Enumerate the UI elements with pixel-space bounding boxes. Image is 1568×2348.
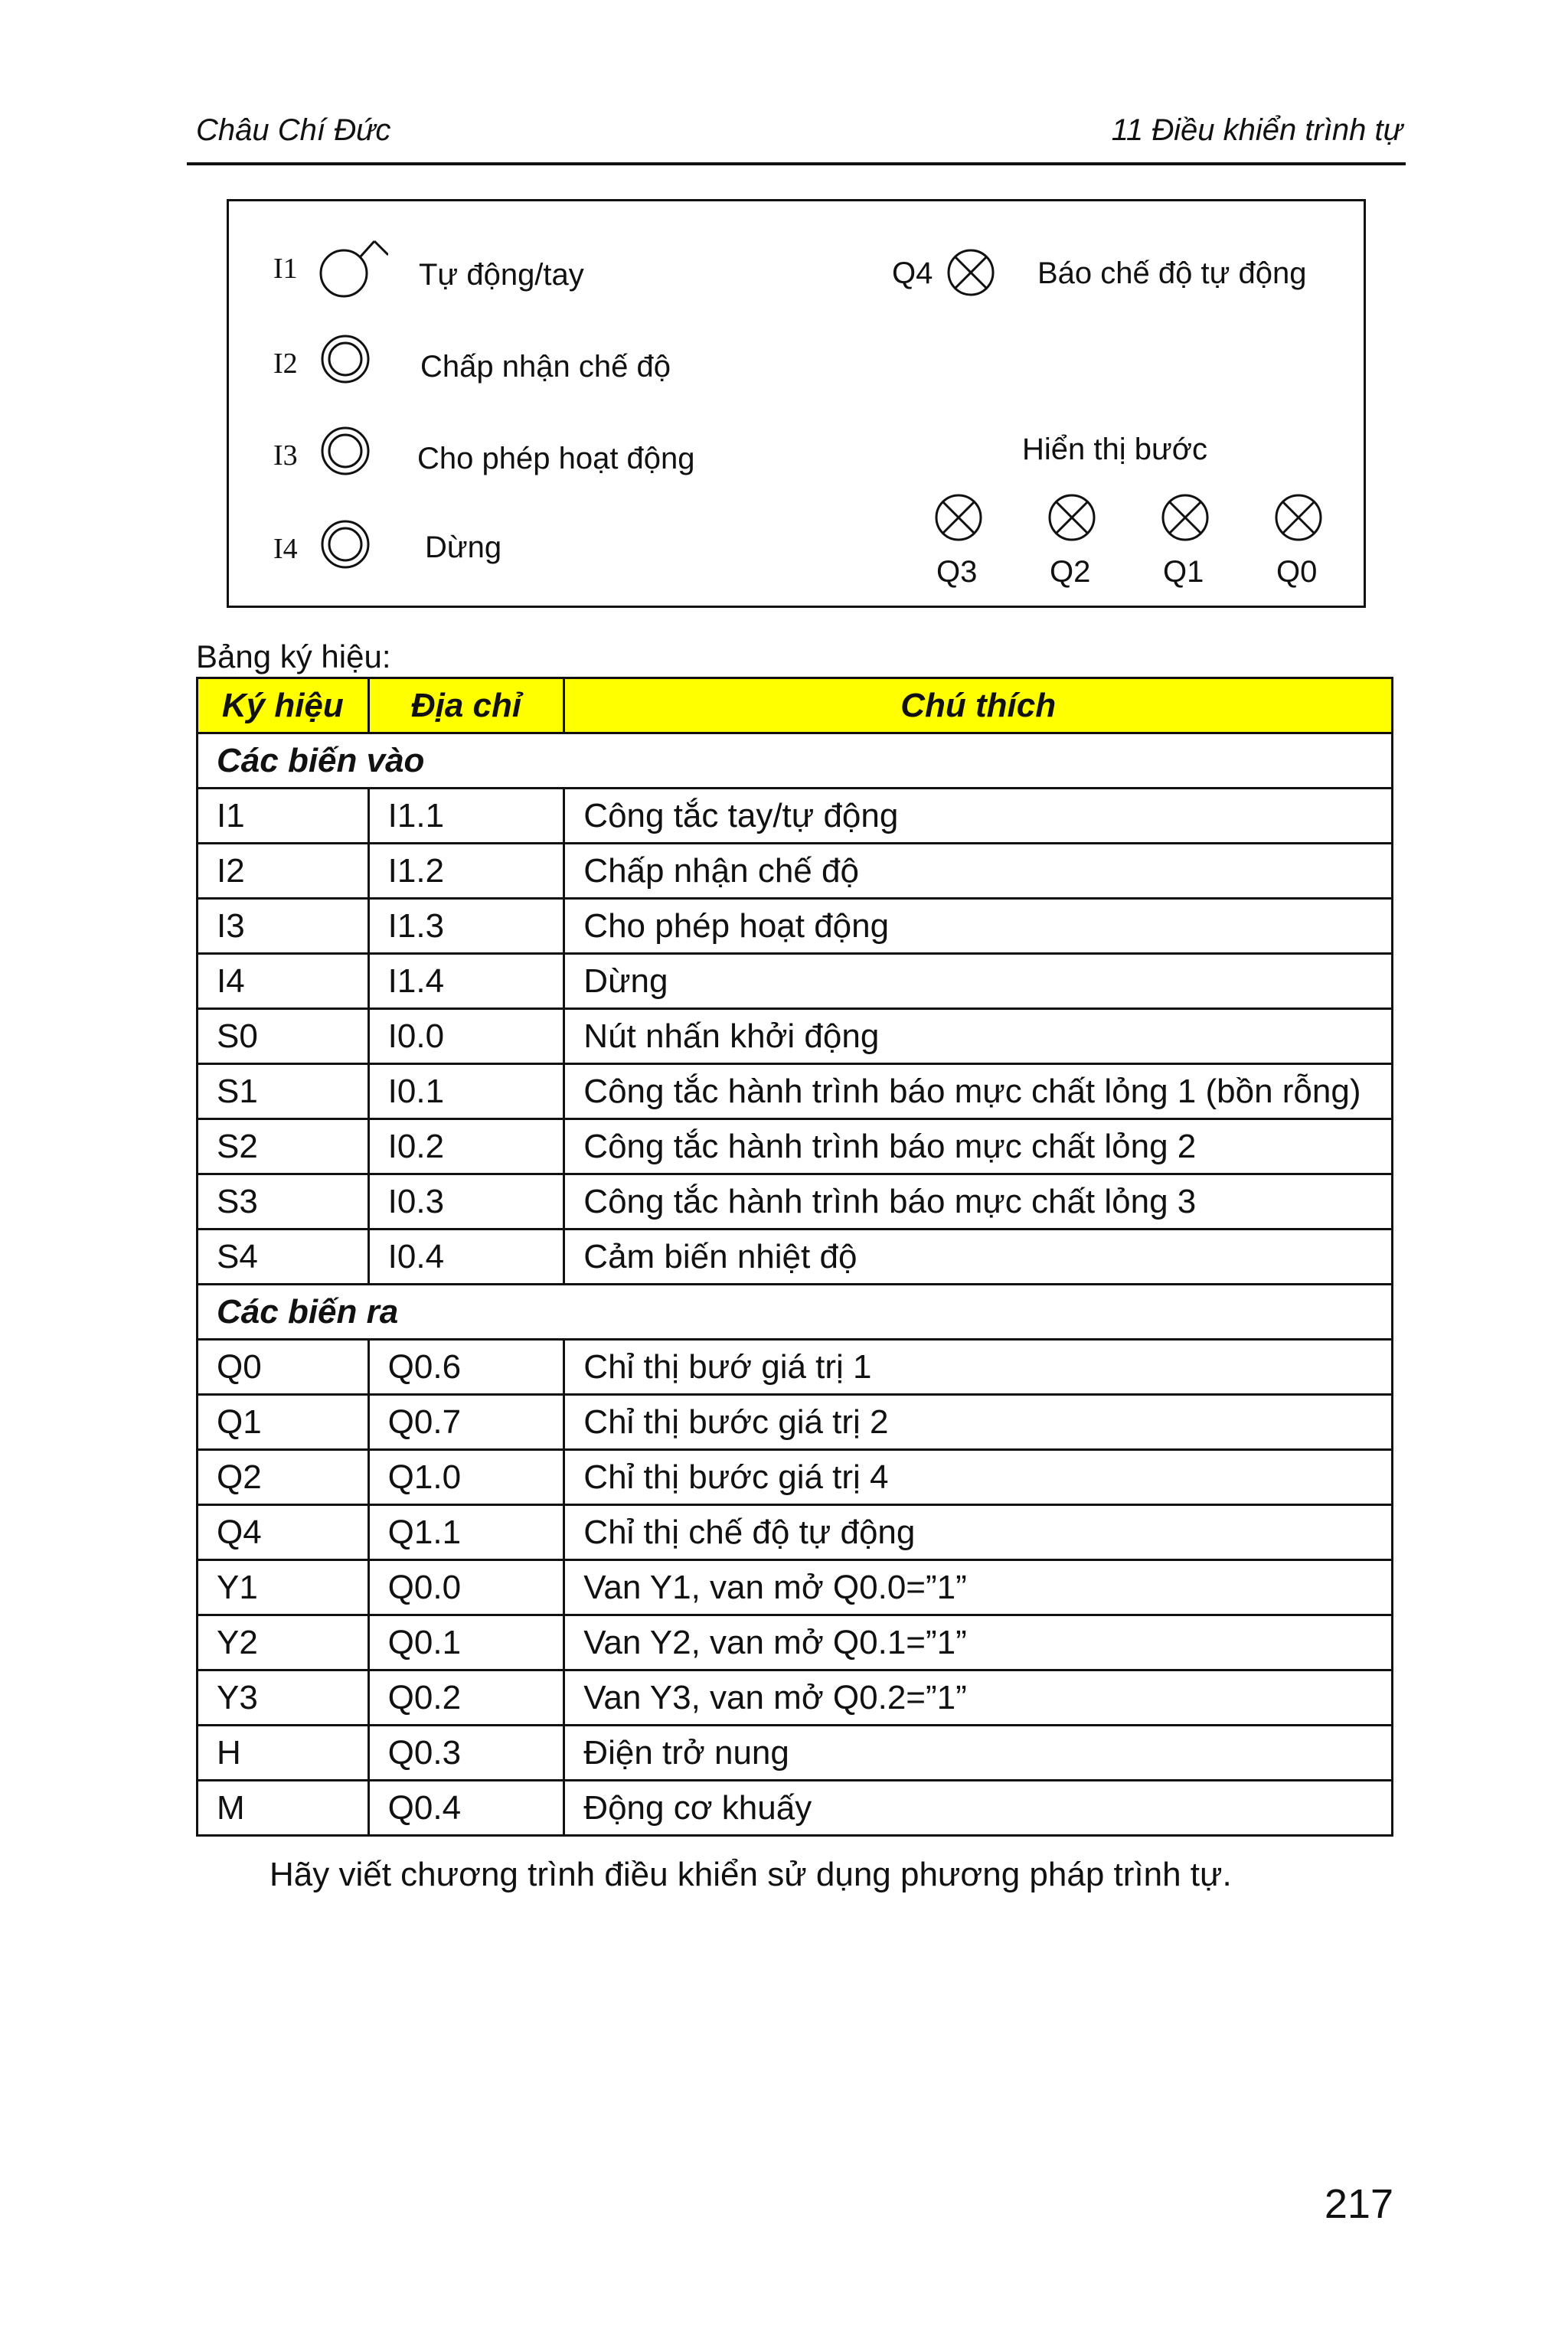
header-rule xyxy=(187,162,1406,165)
table-row xyxy=(198,1174,1393,1230)
column-header-description: Chú thích xyxy=(564,678,1393,733)
cell-description: Nút nhấn khởi động xyxy=(564,1009,1393,1064)
cell-symbol: Q2 xyxy=(198,1450,369,1505)
input-id-i3: I3 xyxy=(273,439,298,472)
cell-address: I0.1 xyxy=(368,1064,564,1119)
cell-address: Q0.7 xyxy=(368,1395,564,1450)
cell-address: Q0.0 xyxy=(368,1560,564,1615)
table-row xyxy=(198,1560,1393,1615)
cell-description: Van Y3, van mở Q0.2=”1” xyxy=(564,1670,1393,1726)
cell-description: Van Y1, van mở Q0.0=”1” xyxy=(564,1560,1393,1615)
table-row xyxy=(198,1009,1393,1064)
cell-address: I1.2 xyxy=(368,844,564,899)
cell-address: Q1.0 xyxy=(368,1450,564,1505)
cell-description: Động cơ khuấy xyxy=(564,1781,1393,1836)
input-id-i4: I4 xyxy=(273,533,298,565)
table-row xyxy=(198,789,1393,844)
cell-description: Chỉ thị bước giá trị 2 xyxy=(564,1395,1393,1450)
cell-address: I0.3 xyxy=(368,1174,564,1230)
cell-description: Công tắc hành trình báo mực chất lỏng 2 xyxy=(564,1119,1393,1174)
section-row xyxy=(198,733,1393,789)
cell-symbol: I1 xyxy=(198,789,369,844)
cell-description: Chấp nhận chế độ xyxy=(564,844,1393,899)
cell-symbol: S2 xyxy=(198,1119,369,1174)
pushbutton-icon xyxy=(319,425,371,477)
step-lamp-label-q1: Q1 xyxy=(1163,555,1204,589)
cell-symbol: I2 xyxy=(198,844,369,899)
cell-address: Q0.2 xyxy=(368,1670,564,1726)
cell-description: Công tắc hành trình báo mực chất lỏng 3 xyxy=(564,1174,1393,1230)
table-header-row xyxy=(198,678,1393,733)
section-label-inputs: Các biến vào xyxy=(198,733,1393,789)
indicator-lamp-icon xyxy=(933,492,984,543)
cell-description: Chỉ thị chế độ tự động xyxy=(564,1505,1393,1560)
step-lamp-label-q0: Q0 xyxy=(1276,555,1318,589)
cell-symbol: Q4 xyxy=(198,1505,369,1560)
step-lamp-label-q2: Q2 xyxy=(1050,555,1091,589)
task-instruction: Hãy viết chương trình điều khiển sử dụng phương pháp trình tự. xyxy=(270,1856,1232,1893)
table-row xyxy=(198,1230,1393,1285)
cell-symbol: H xyxy=(198,1726,369,1781)
table-caption: Bảng ký hiệu: xyxy=(196,638,391,674)
cell-symbol: I4 xyxy=(198,954,369,1009)
operator-panel xyxy=(227,199,1366,608)
section-label-outputs: Các biến ra xyxy=(198,1285,1393,1340)
table-row xyxy=(198,1670,1393,1726)
input-label-i2: Chấp nhận chế độ xyxy=(420,350,671,384)
step-lamp-label-q3: Q3 xyxy=(936,555,978,589)
table-row xyxy=(198,844,1393,899)
cell-symbol: S4 xyxy=(198,1230,369,1285)
lamp-label-q4: Báo chế độ tự động xyxy=(1037,256,1307,290)
cell-symbol: Y1 xyxy=(198,1560,369,1615)
lamp-id-q4: Q4 xyxy=(892,256,933,290)
selector-switch-icon xyxy=(319,230,388,299)
table-row xyxy=(198,1615,1393,1670)
cell-symbol: Q1 xyxy=(198,1395,369,1450)
cell-symbol: M xyxy=(198,1781,369,1836)
column-header-symbol: Ký hiệu xyxy=(198,678,369,733)
pushbutton-icon xyxy=(319,333,371,385)
cell-description: Cảm biến nhiệt độ xyxy=(564,1230,1393,1285)
table-row xyxy=(198,954,1393,1009)
cell-address: I1.1 xyxy=(368,789,564,844)
table-row xyxy=(198,1726,1393,1781)
table-row xyxy=(198,1395,1393,1450)
cell-symbol: Q0 xyxy=(198,1340,369,1395)
cell-description: Công tắc hành trình báo mực chất lỏng 1 (bồn rỗng) xyxy=(564,1064,1393,1119)
cell-address: I0.0 xyxy=(368,1009,564,1064)
cell-address: I1.4 xyxy=(368,954,564,1009)
table-row xyxy=(198,1340,1393,1395)
cell-description: Điện trở nung xyxy=(564,1726,1393,1781)
input-id-i1: I1 xyxy=(273,253,298,285)
cell-address: I0.4 xyxy=(368,1230,564,1285)
cell-description: Cho phép hoạt động xyxy=(564,899,1393,954)
section-row xyxy=(198,1285,1393,1340)
page-number: 217 xyxy=(1324,2181,1393,2227)
cell-address: Q0.6 xyxy=(368,1340,564,1395)
indicator-lamp-icon xyxy=(1273,492,1324,543)
table-row xyxy=(198,1064,1393,1119)
cell-address: Q1.1 xyxy=(368,1505,564,1560)
input-label-i1: Tự động/tay xyxy=(419,258,584,292)
cell-address: Q0.4 xyxy=(368,1781,564,1836)
cell-description: Chỉ thị bướ giá trị 1 xyxy=(564,1340,1393,1395)
table-row xyxy=(198,1450,1393,1505)
cell-description: Chỉ thị bước giá trị 4 xyxy=(564,1450,1393,1505)
column-header-address: Địa chỉ xyxy=(368,678,564,733)
table-row xyxy=(198,1119,1393,1174)
cell-symbol: S3 xyxy=(198,1174,369,1230)
cell-address: I0.2 xyxy=(368,1119,564,1174)
cell-address: Q0.3 xyxy=(368,1726,564,1781)
pushbutton-icon xyxy=(319,518,371,570)
indicator-lamp-icon xyxy=(946,247,996,298)
indicator-lamp-icon xyxy=(1160,492,1210,543)
running-header-chapter: 11 Điều khiển trình tự xyxy=(1111,113,1403,147)
table-row xyxy=(198,1505,1393,1560)
cell-address: I1.3 xyxy=(368,899,564,954)
cell-symbol: S0 xyxy=(198,1009,369,1064)
cell-symbol: Y3 xyxy=(198,1670,369,1726)
cell-address: Q0.1 xyxy=(368,1615,564,1670)
cell-symbol: I3 xyxy=(198,899,369,954)
cell-description: Dừng xyxy=(564,954,1393,1009)
cell-symbol: S1 xyxy=(198,1064,369,1119)
input-id-i2: I2 xyxy=(273,348,298,380)
cell-description: Van Y2, van mở Q0.1=”1” xyxy=(564,1615,1393,1670)
table-row xyxy=(198,1781,1393,1836)
cell-symbol: Y2 xyxy=(198,1615,369,1670)
input-label-i4: Dừng xyxy=(425,531,502,564)
running-header-author: Châu Chí Đức xyxy=(196,113,391,147)
indicator-lamp-icon xyxy=(1047,492,1097,543)
step-display-title: Hiển thị bước xyxy=(1022,433,1207,466)
symbol-table xyxy=(196,677,1393,1837)
cell-description: Công tắc tay/tự động xyxy=(564,789,1393,844)
table-row xyxy=(198,899,1393,954)
input-label-i3: Cho phép hoạt động xyxy=(417,442,695,475)
